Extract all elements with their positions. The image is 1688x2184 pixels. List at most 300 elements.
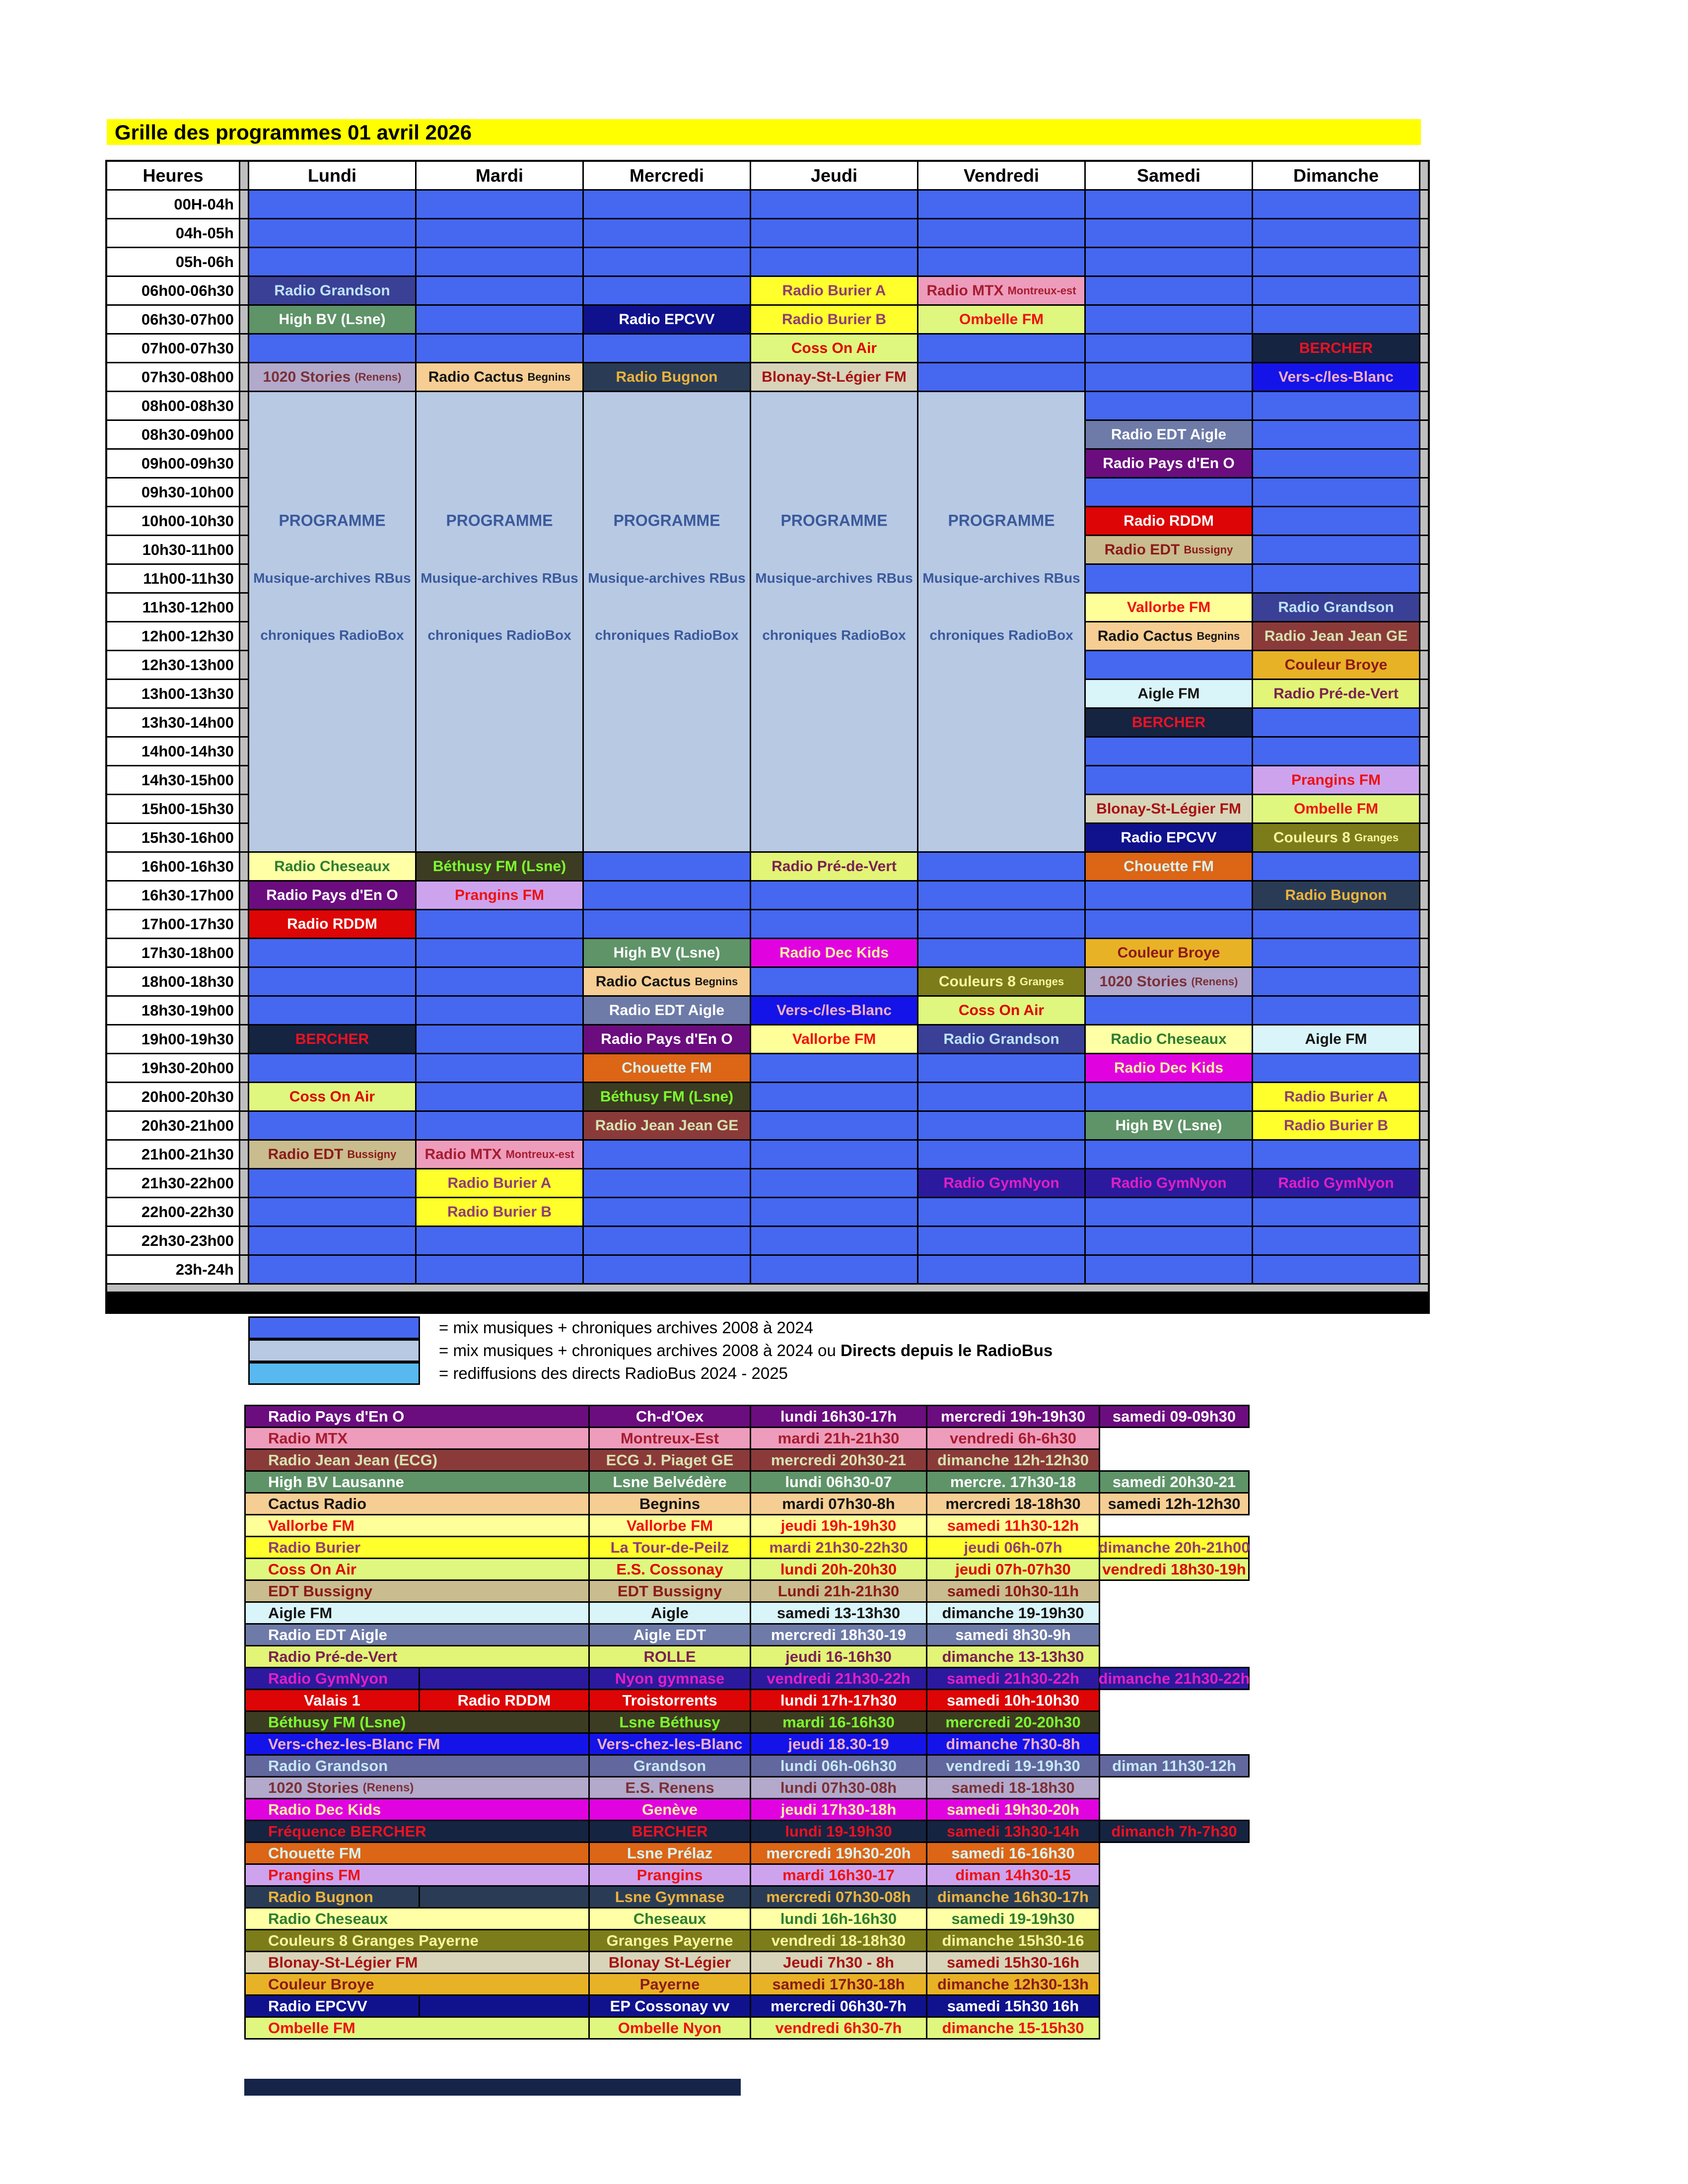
gutter-cell bbox=[240, 248, 248, 275]
schedule-cell bbox=[417, 1198, 582, 1226]
schedule-cell bbox=[918, 997, 1084, 1024]
schedule-cell bbox=[918, 1054, 1084, 1082]
schedule-cell bbox=[584, 939, 750, 966]
station-sublabel: Begnins bbox=[695, 975, 738, 988]
station-label: Radio Burier A bbox=[447, 1174, 552, 1191]
station-label: Couleurs 8 bbox=[938, 973, 1016, 990]
time-label: 12h30-13h00 bbox=[107, 651, 239, 679]
station-label: Vallorbe FM bbox=[792, 1030, 876, 1047]
time-label: 22h30-23h00 bbox=[107, 1227, 239, 1254]
station-row-name: Radio MTX bbox=[246, 1428, 588, 1448]
station-row-name: Béthusy FM (Lsne) bbox=[246, 1712, 588, 1732]
schedule-cell bbox=[1086, 910, 1252, 938]
station-sublabel: Bussigny bbox=[1184, 543, 1233, 556]
station-row-location: BERCHER bbox=[590, 1821, 750, 1842]
legend-swatch bbox=[248, 1316, 420, 1339]
schedule-cell bbox=[1086, 795, 1252, 822]
schedule-cell bbox=[1086, 1112, 1252, 1139]
schedule-cell bbox=[918, 1141, 1084, 1168]
station-row-name: Radio Pré-de-Vert bbox=[246, 1646, 588, 1667]
schedule-cell bbox=[1086, 478, 1252, 506]
time-label: 20h30-21h00 bbox=[107, 1112, 239, 1139]
schedule-cell bbox=[1253, 1227, 1419, 1254]
station-label: Radio GymNyon bbox=[1111, 1174, 1227, 1191]
schedule-cell bbox=[1253, 622, 1419, 650]
gutter-cell bbox=[1420, 219, 1428, 247]
programme-line: Musique-archives RBus bbox=[253, 570, 411, 586]
station-row-time2: samedi 10h-10h30 bbox=[927, 1690, 1099, 1710]
legend-text: = mix musiques + chroniques archives 2008 à 2024 ou Directs depuis le RadioBus bbox=[439, 1341, 1053, 1360]
station-label: Radio EPCVV bbox=[619, 311, 715, 328]
station-label: Béthusy FM (Lsne) bbox=[432, 858, 566, 875]
station-row-time1: mardi 16-16h30 bbox=[751, 1712, 926, 1732]
programme-line: chroniques RadioBox bbox=[260, 627, 404, 643]
schedule-cell bbox=[1253, 1025, 1419, 1053]
schedule-cell bbox=[417, 277, 582, 304]
schedule-cell bbox=[1086, 507, 1252, 535]
day-header: Lundi bbox=[249, 162, 415, 189]
schedule-cell bbox=[918, 968, 1084, 995]
station-row-time2: samedi 11h30-12h bbox=[927, 1515, 1099, 1536]
station-row-time1: jeudi 17h30-18h bbox=[751, 1799, 926, 1820]
schedule-cell bbox=[918, 191, 1084, 218]
station-label: Radio Cheseaux bbox=[274, 858, 390, 875]
station-row-time2: diman 14h30-15 bbox=[927, 1865, 1099, 1885]
schedule-cell bbox=[1253, 853, 1419, 880]
schedule-cell bbox=[584, 1083, 750, 1110]
legend-swatch bbox=[248, 1339, 420, 1362]
schedule-cell bbox=[1086, 450, 1252, 477]
gutter-cell bbox=[240, 1227, 248, 1254]
station-row-time1: Jeudi 7h30 - 8h bbox=[751, 1952, 926, 1973]
station-row-name-right bbox=[419, 1887, 588, 1907]
time-label: 09h30-10h00 bbox=[107, 478, 239, 506]
schedule-cell bbox=[1086, 766, 1252, 794]
station-row-name-left: Radio Bugnon bbox=[268, 1888, 373, 1906]
page-title: Grille des programmes 01 avril 2026 bbox=[107, 119, 1421, 145]
station-label: Radio Jean Jean GE bbox=[595, 1117, 739, 1134]
station-row-location: Prangins bbox=[590, 1865, 750, 1885]
station-row-time3: dimanch 7h-7h30 bbox=[1099, 1820, 1250, 1843]
gutter-cell bbox=[1420, 1141, 1428, 1168]
time-label: 13h30-14h00 bbox=[107, 709, 239, 736]
station-row-name: Radio Grandson bbox=[246, 1756, 588, 1776]
gutter-cell bbox=[240, 1256, 248, 1283]
station-label: Radio Cheseaux bbox=[1111, 1030, 1227, 1047]
time-label: 05h-06h bbox=[107, 248, 239, 275]
schedule-cell bbox=[584, 1112, 750, 1139]
station-label: Blonay-St-Légier FM bbox=[762, 368, 907, 385]
gutter-cell bbox=[240, 882, 248, 909]
programme-block bbox=[417, 392, 582, 851]
station-label: Radio GymNyon bbox=[1278, 1174, 1394, 1191]
time-label: 17h30-18h00 bbox=[107, 939, 239, 966]
gutter-cell bbox=[1420, 450, 1428, 477]
station-row-time2: dimanche 7h30-8h bbox=[927, 1734, 1099, 1754]
gutter-cell bbox=[240, 565, 248, 592]
station-label: Radio RDDM bbox=[1124, 512, 1214, 529]
station-row-time1: mercredi 06h30-7h bbox=[751, 1996, 926, 2016]
programme-line: PROGRAMME bbox=[948, 511, 1055, 530]
station-label: Coss On Air bbox=[791, 340, 877, 356]
gutter-cell bbox=[240, 939, 248, 966]
schedule-cell bbox=[1253, 651, 1419, 679]
station-row-name: Aigle FM bbox=[246, 1603, 588, 1623]
schedule-cell bbox=[584, 882, 750, 909]
schedule-cell bbox=[417, 997, 582, 1024]
legend-text: = rediffusions des directs RadioBus 2024 - 2025 bbox=[439, 1364, 788, 1382]
schedule-cell bbox=[249, 1141, 415, 1168]
gutter-cell bbox=[240, 191, 248, 218]
schedule-cell bbox=[249, 248, 415, 275]
station-row-name-right bbox=[419, 1996, 588, 2016]
station-row-location: Grandson bbox=[590, 1756, 750, 1776]
gutter-cell bbox=[1420, 738, 1428, 765]
time-label: 06h30-07h00 bbox=[107, 306, 239, 333]
schedule-cell bbox=[918, 1198, 1084, 1226]
station-label: Radio MTX bbox=[926, 282, 1004, 299]
schedule-cell bbox=[1086, 824, 1252, 851]
schedule-cell bbox=[249, 1025, 415, 1053]
station-sublabel: (Renens) bbox=[1191, 975, 1238, 988]
station-label: BERCHER bbox=[1299, 340, 1373, 356]
gutter-cell bbox=[240, 1083, 248, 1110]
time-label: 21h30-22h00 bbox=[107, 1169, 239, 1197]
gutter-cell bbox=[240, 997, 248, 1024]
schedule-cell bbox=[918, 910, 1084, 938]
station-label: Radio Cactus bbox=[428, 368, 524, 385]
schedule-cell bbox=[417, 335, 582, 362]
schedule-cell bbox=[417, 1025, 582, 1053]
programme-block bbox=[751, 392, 917, 851]
programme-line: Musique-archives RBus bbox=[755, 570, 913, 586]
programme-line: chroniques RadioBox bbox=[762, 627, 906, 643]
station-row-name: Radio Cheseaux bbox=[246, 1909, 588, 1929]
schedule-cell bbox=[1086, 1227, 1252, 1254]
schedule-cell bbox=[417, 219, 582, 247]
schedule-cell bbox=[249, 939, 415, 966]
gutter-cell bbox=[1420, 1227, 1428, 1254]
gutter-cell bbox=[240, 450, 248, 477]
time-label: 00H-04h bbox=[107, 191, 239, 218]
schedule-cell bbox=[584, 306, 750, 333]
time-label: 10h00-10h30 bbox=[107, 507, 239, 535]
schedule-cell bbox=[1253, 191, 1419, 218]
station-row-location: Ch-d'Oex bbox=[590, 1406, 750, 1427]
station-row-time1: lundi 07h30-08h bbox=[751, 1777, 926, 1798]
station-row-time2: mercredi 20-20h30 bbox=[927, 1712, 1099, 1732]
schedule-cell bbox=[1086, 565, 1252, 592]
station-label: BERCHER bbox=[1131, 714, 1206, 731]
schedule-cell bbox=[1253, 910, 1419, 938]
station-row-time1: mercredi 18h30-19 bbox=[751, 1625, 926, 1645]
schedule-cell bbox=[1086, 622, 1252, 650]
station-row-time2: jeudi 07h-07h30 bbox=[927, 1559, 1099, 1579]
gutter-cell bbox=[1420, 709, 1428, 736]
schedule-cell bbox=[751, 853, 917, 880]
day-header: Vendredi bbox=[918, 162, 1084, 189]
gutter-cell bbox=[1420, 939, 1428, 966]
time-label: 21h00-21h30 bbox=[107, 1141, 239, 1168]
station-row-time2: jeudi 06h-07h bbox=[927, 1537, 1099, 1558]
station-row-name: 1020 Stories (Renens) bbox=[246, 1777, 588, 1798]
station-row-time1: mercredi 07h30-08h bbox=[751, 1887, 926, 1907]
station-label: High BV (Lsne) bbox=[279, 311, 386, 328]
station-row-time1: lundi 16h-16h30 bbox=[751, 1909, 926, 1929]
schedule-cell bbox=[1253, 680, 1419, 707]
station-label: Radio Jean Jean GE bbox=[1264, 627, 1408, 644]
station-row-name bbox=[246, 1996, 588, 2016]
station-label: Coss On Air bbox=[289, 1088, 375, 1105]
gutter-cell bbox=[1420, 824, 1428, 851]
schedule-cell bbox=[249, 968, 415, 995]
station-row-name: Prangins FM bbox=[246, 1865, 588, 1885]
schedule-cell bbox=[1086, 738, 1252, 765]
day-header: Dimanche bbox=[1253, 162, 1419, 189]
schedule-cell bbox=[417, 1227, 582, 1254]
schedule-cell bbox=[1253, 507, 1419, 535]
station-row-name: EDT Bussigny bbox=[246, 1581, 588, 1601]
schedule-cell bbox=[417, 191, 582, 218]
schedule-cell bbox=[918, 1227, 1084, 1254]
station-label: Radio Burier B bbox=[447, 1203, 552, 1220]
schedule-cell bbox=[584, 335, 750, 362]
station-sublabel: Granges bbox=[1354, 831, 1399, 844]
gutter-cell bbox=[1420, 968, 1428, 995]
station-row-time1: jeudi 16-16h30 bbox=[751, 1646, 926, 1667]
station-row-time1: lundi 16h30-17h bbox=[751, 1406, 926, 1427]
station-label: Radio Burier B bbox=[781, 311, 887, 328]
station-row-time2: dimanche 13-13h30 bbox=[927, 1646, 1099, 1667]
schedule-cell bbox=[584, 363, 750, 391]
station-sublabel: (Renens) bbox=[354, 370, 402, 383]
schedule-cell bbox=[249, 277, 415, 304]
station-row-time3: diman 11h30-12h bbox=[1099, 1754, 1250, 1777]
station-row-name: Coss On Air bbox=[246, 1559, 588, 1579]
schedule-cell bbox=[1253, 882, 1419, 909]
gutter-cell bbox=[240, 766, 248, 794]
schedule-cell bbox=[584, 1227, 750, 1254]
station-row-time3: dimanche 21h30-22h bbox=[1099, 1667, 1250, 1690]
time-label: 18h00-18h30 bbox=[107, 968, 239, 995]
programme-line: chroniques RadioBox bbox=[929, 627, 1073, 643]
day-header: Jeudi bbox=[751, 162, 917, 189]
gutter-cell bbox=[1420, 594, 1428, 621]
schedule-cell bbox=[1253, 824, 1419, 851]
schedule-cell bbox=[1086, 248, 1252, 275]
gutter-cell bbox=[240, 709, 248, 736]
time-label: 16h00-16h30 bbox=[107, 853, 239, 880]
schedule-cell bbox=[751, 882, 917, 909]
time-label: 14h00-14h30 bbox=[107, 738, 239, 765]
schedule-cell bbox=[1253, 363, 1419, 391]
schedule-cell bbox=[1086, 1169, 1252, 1197]
schedule-cell bbox=[751, 1054, 917, 1082]
time-label: 11h00-11h30 bbox=[107, 565, 239, 592]
schedule-cell bbox=[1086, 1025, 1252, 1053]
programme-line: Musique-archives RBus bbox=[922, 570, 1080, 586]
gutter-cell bbox=[240, 478, 248, 506]
station-row-time3: vendredi 18h30-19h bbox=[1099, 1558, 1250, 1581]
gutter-cell bbox=[240, 738, 248, 765]
station-row-name-right: Radio RDDM bbox=[419, 1690, 588, 1710]
gutter-cell bbox=[1420, 565, 1428, 592]
station-label: Chouette FM bbox=[1124, 858, 1214, 875]
time-label: 19h30-20h00 bbox=[107, 1054, 239, 1082]
schedule-cell bbox=[249, 1083, 415, 1110]
station-row-time2: dimanche 12h30-13h bbox=[927, 1974, 1099, 1994]
schedule-cell bbox=[1086, 882, 1252, 909]
schedule-cell bbox=[249, 997, 415, 1024]
station-row-name: Radio Jean Jean (ECG) bbox=[246, 1450, 588, 1470]
station-row-location: Blonay St-Légier bbox=[590, 1952, 750, 1973]
schedule-cell bbox=[918, 1169, 1084, 1197]
day-header: Mercredi bbox=[584, 162, 750, 189]
station-label: Vallorbe FM bbox=[1126, 599, 1211, 615]
schedule-cell bbox=[1253, 738, 1419, 765]
station-row-time1: mardi 07h30-8h bbox=[751, 1494, 926, 1514]
station-label: Radio Pré-de-Vert bbox=[772, 858, 897, 875]
time-label: 19h00-19h30 bbox=[107, 1025, 239, 1053]
programme-line: Musique-archives RBus bbox=[421, 570, 578, 586]
schedule-cell bbox=[1253, 939, 1419, 966]
station-sublabel: Montreux-est bbox=[505, 1148, 574, 1160]
station-row-name bbox=[246, 1690, 588, 1710]
schedule-cell bbox=[1253, 219, 1419, 247]
schedule-cell bbox=[1253, 1256, 1419, 1283]
station-label: Vers-c/les-Blanc bbox=[776, 1002, 892, 1019]
station-row-time1: jeudi 19h-19h30 bbox=[751, 1515, 926, 1536]
time-label: 07h30-08h00 bbox=[107, 363, 239, 391]
schedule-cell bbox=[584, 910, 750, 938]
station-table bbox=[244, 1405, 1100, 2040]
station-row-time2: samedi 18-18h30 bbox=[927, 1777, 1099, 1798]
station-row-time1: lundi 06h30-07 bbox=[751, 1472, 926, 1492]
legend-text: = mix musiques + chroniques archives 2008 à 2024 bbox=[439, 1318, 813, 1337]
station-label: Ombelle FM bbox=[1293, 800, 1379, 817]
day-header: Samedi bbox=[1086, 162, 1252, 189]
station-row-time1: mercredi 20h30-21 bbox=[751, 1450, 926, 1470]
schedule-cell bbox=[584, 1141, 750, 1168]
gutter-cell bbox=[1420, 651, 1428, 679]
schedule-cell bbox=[417, 882, 582, 909]
station-row-time2: dimanche 15-15h30 bbox=[927, 2018, 1099, 2038]
schedule-cell bbox=[751, 910, 917, 938]
station-row-name: Vallorbe FM bbox=[246, 1515, 588, 1536]
schedule-cell bbox=[417, 939, 582, 966]
station-row-time1: Lundi 21h-21h30 bbox=[751, 1581, 926, 1601]
schedule-cell bbox=[249, 335, 415, 362]
station-label: Vers-c/les-Blanc bbox=[1278, 368, 1394, 385]
schedule-cell bbox=[1086, 968, 1252, 995]
schedule-cell bbox=[1253, 277, 1419, 304]
schedule-cell bbox=[417, 1112, 582, 1139]
schedule-cell bbox=[417, 1141, 582, 1168]
schedule-cell bbox=[918, 277, 1084, 304]
time-label: 15h00-15h30 bbox=[107, 795, 239, 822]
schedule-cell bbox=[1253, 1198, 1419, 1226]
schedule-cell bbox=[1253, 306, 1419, 333]
time-label: 04h-05h bbox=[107, 219, 239, 247]
station-label: Radio Pré-de-Vert bbox=[1273, 685, 1399, 702]
station-label: Radio Pays d'En O bbox=[266, 887, 398, 903]
schedule-cell bbox=[417, 248, 582, 275]
schedule-cell bbox=[751, 939, 917, 966]
gutter-cell bbox=[1420, 622, 1428, 650]
station-label: Radio Grandson bbox=[274, 282, 390, 299]
gutter-cell bbox=[1420, 680, 1428, 707]
schedule-cell bbox=[584, 219, 750, 247]
station-label: Radio Bugnon bbox=[616, 368, 718, 385]
schedule-cell bbox=[918, 882, 1084, 909]
station-label: Radio RDDM bbox=[287, 915, 377, 932]
programme-block bbox=[249, 392, 415, 851]
gutter-cell bbox=[1420, 162, 1428, 189]
schedule-cell bbox=[751, 191, 917, 218]
station-label: Radio Burier A bbox=[782, 282, 886, 299]
station-row-time2: mercre. 17h30-18 bbox=[927, 1472, 1099, 1492]
schedule-cell bbox=[584, 1198, 750, 1226]
gutter-cell bbox=[1420, 421, 1428, 448]
schedule-cell bbox=[1253, 795, 1419, 822]
station-row-location: EDT Bussigny bbox=[590, 1581, 750, 1601]
station-row-location: E.S. Renens bbox=[590, 1777, 750, 1798]
time-label: 09h00-09h30 bbox=[107, 450, 239, 477]
gutter-cell bbox=[1420, 363, 1428, 391]
station-sublabel: Begnins bbox=[1196, 629, 1240, 642]
gutter-cell bbox=[240, 162, 248, 189]
schedule-cell bbox=[751, 248, 917, 275]
schedule-cell bbox=[1253, 421, 1419, 448]
station-row-time1: samedi 17h30-18h bbox=[751, 1974, 926, 1994]
station-row-time2: dimanche 12h-12h30 bbox=[927, 1450, 1099, 1470]
schedule-cell bbox=[1253, 565, 1419, 592]
gutter-cell bbox=[1420, 478, 1428, 506]
gutter-cell bbox=[240, 392, 248, 419]
schedule-cell bbox=[249, 910, 415, 938]
station-row-name: Radio Burier bbox=[246, 1537, 588, 1558]
station-sublabel: Begnins bbox=[527, 370, 571, 383]
station-label: Radio EPCVV bbox=[1121, 829, 1217, 846]
gutter-cell bbox=[1420, 1256, 1428, 1283]
station-row-time3: samedi 09-09h30 bbox=[1099, 1405, 1250, 1428]
station-row-location: E.S. Cossonay bbox=[590, 1559, 750, 1579]
station-row-time2: samedi 21h30-22h bbox=[927, 1668, 1099, 1689]
schedule-cell bbox=[1253, 766, 1419, 794]
schedule-cell bbox=[417, 853, 582, 880]
schedule-cell bbox=[1086, 1054, 1252, 1082]
schedule-cell bbox=[918, 939, 1084, 966]
station-row-time3: samedi 12h-12h30 bbox=[1099, 1492, 1250, 1515]
station-row-time2: samedi 16-16h30 bbox=[927, 1843, 1099, 1863]
gutter-cell bbox=[1420, 795, 1428, 822]
schedule-cell bbox=[1253, 335, 1419, 362]
schedule-cell bbox=[417, 968, 582, 995]
time-label: 15h30-16h00 bbox=[107, 824, 239, 851]
schedule-cell bbox=[751, 306, 917, 333]
schedule-cell bbox=[584, 1256, 750, 1283]
station-row-time1: lundi 17h-17h30 bbox=[751, 1690, 926, 1710]
schedule-cell bbox=[1086, 363, 1252, 391]
gutter-cell bbox=[1420, 306, 1428, 333]
station-label: Radio MTX bbox=[424, 1146, 502, 1162]
schedule-cell bbox=[1086, 594, 1252, 621]
schedule-cell bbox=[584, 968, 750, 995]
schedule-cell bbox=[1086, 219, 1252, 247]
schedule-cell bbox=[751, 219, 917, 247]
station-row-time1: vendredi 18-18h30 bbox=[751, 1930, 926, 1951]
schedule-cell bbox=[1253, 536, 1419, 563]
